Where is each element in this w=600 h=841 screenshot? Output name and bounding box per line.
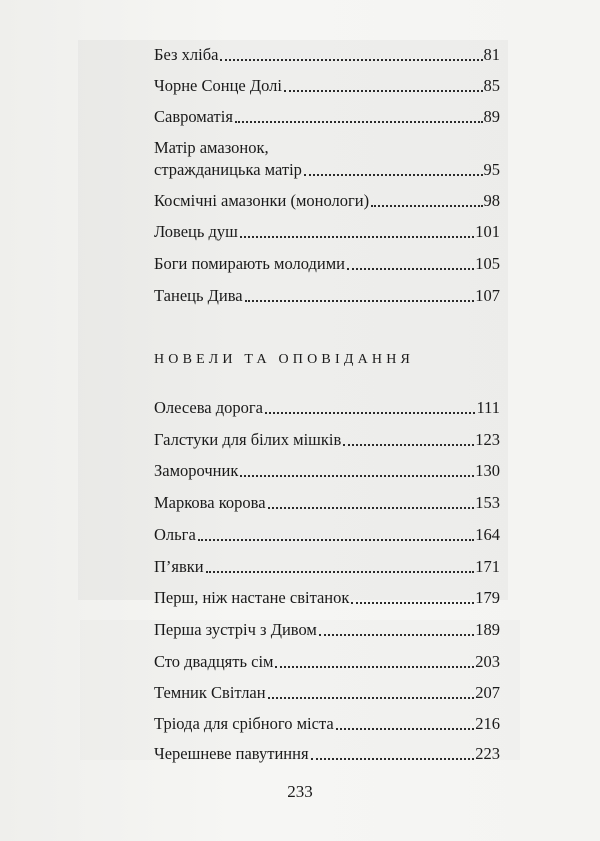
toc-entry-page: 216 — [475, 714, 500, 733]
dot-leader — [284, 90, 483, 92]
toc-entry-page: 203 — [475, 652, 500, 671]
dot-leader — [347, 268, 474, 270]
toc-entry-page: 189 — [475, 620, 500, 639]
toc-entry-title: Космічні амазонки (монологи) — [154, 191, 370, 210]
toc-entry — [154, 682, 500, 704]
toc-entry — [154, 619, 500, 641]
toc-entry-title: Галстуки для білих мішків — [154, 430, 342, 449]
toc-entry-title: Танець Дива — [154, 286, 243, 305]
toc-entry-page: 123 — [475, 430, 500, 449]
toc-entry — [154, 253, 500, 275]
toc-entry-title: Тріода для срібного міста — [154, 714, 334, 733]
toc-entry-title: Темник Світлан — [154, 683, 266, 702]
toc-entry-title: Без хліба — [154, 45, 219, 64]
toc-entry-title-line1: Матір амазонок, — [154, 138, 269, 157]
toc-entry-title: Черешневе павутиння — [154, 744, 309, 763]
toc-entry — [154, 460, 500, 482]
page-number: 233 — [287, 782, 313, 801]
toc-entry-page: 164 — [475, 525, 500, 544]
toc-entry — [154, 556, 500, 578]
dot-leader — [265, 412, 475, 414]
toc-entry-page: 101 — [475, 222, 500, 241]
toc-entry-title: Ольга — [154, 525, 196, 544]
toc-entry-page: 89 — [483, 107, 500, 126]
dot-leader — [351, 602, 474, 604]
toc-entry-page: 153 — [475, 493, 500, 512]
toc-entry-page: 98 — [483, 191, 500, 210]
dot-leader — [304, 174, 483, 176]
dot-leader — [198, 539, 474, 541]
dot-leader — [268, 697, 475, 699]
toc-entry-title: Сто двадцять сім — [154, 652, 274, 671]
dot-leader — [206, 571, 475, 573]
toc-entry-title-line2: стражданицька матір — [154, 160, 302, 179]
toc-entry-title: Ловець душ — [154, 222, 238, 241]
dot-leader — [275, 666, 474, 668]
toc-entry-page: 207 — [475, 683, 500, 702]
toc-entry-title: Савроматія — [154, 107, 233, 126]
toc-entry — [154, 106, 500, 128]
toc-entry-title: Перш, ніж настане світанок — [154, 588, 350, 607]
dot-leader — [240, 475, 474, 477]
toc-entry-title: Перша зустріч з Дивом — [154, 620, 317, 639]
dot-leader — [371, 205, 482, 207]
dot-leader — [336, 728, 475, 730]
toc-entry-page: 107 — [475, 286, 500, 305]
dot-leader — [245, 300, 475, 302]
dot-leader — [220, 59, 482, 61]
toc-entry-page: 105 — [475, 254, 500, 273]
toc-entry-page: 130 — [475, 461, 500, 480]
toc-entry — [154, 713, 500, 735]
toc-entry — [154, 75, 500, 97]
toc-entry-page: 223 — [475, 744, 500, 763]
toc-entry — [154, 190, 500, 212]
dot-leader — [240, 236, 474, 238]
dot-leader — [235, 121, 483, 123]
toc-entry — [154, 221, 500, 243]
toc-entry — [154, 285, 500, 307]
dot-leader — [319, 634, 474, 636]
toc-entry — [154, 524, 500, 546]
dot-leader — [343, 444, 474, 446]
toc-entry-title — [154, 137, 302, 181]
toc-entry-title: Чорне Сонце Долі — [154, 76, 282, 95]
toc-entry — [154, 44, 500, 66]
toc-entry-title: П’явки — [154, 557, 204, 576]
section-heading: НОВЕЛИ ТА ОПОВІДАННЯ — [154, 352, 415, 367]
toc-entry — [154, 492, 500, 514]
toc-entry-page: 179 — [475, 588, 500, 607]
toc-entry-title: Заморочник — [154, 461, 239, 480]
toc-entry-page: 95 — [483, 160, 500, 179]
toc-entry — [154, 651, 500, 673]
toc-entry-page: 111 — [476, 398, 500, 417]
toc-entry — [154, 137, 500, 181]
toc-entry-title: Маркова корова — [154, 493, 266, 512]
dot-leader — [311, 758, 475, 760]
toc-entry — [154, 743, 500, 765]
toc-entry-page: 171 — [475, 557, 500, 576]
toc-entry-page: 81 — [483, 45, 500, 64]
dot-leader — [268, 507, 475, 509]
toc-entry-title: Олесева дорога — [154, 398, 263, 417]
toc-entry — [154, 587, 500, 609]
toc-entry-page: 85 — [483, 76, 500, 95]
toc-entry — [154, 429, 500, 451]
toc-entry — [154, 397, 500, 419]
toc-entry-title: Боги помирають молодими — [154, 254, 346, 273]
